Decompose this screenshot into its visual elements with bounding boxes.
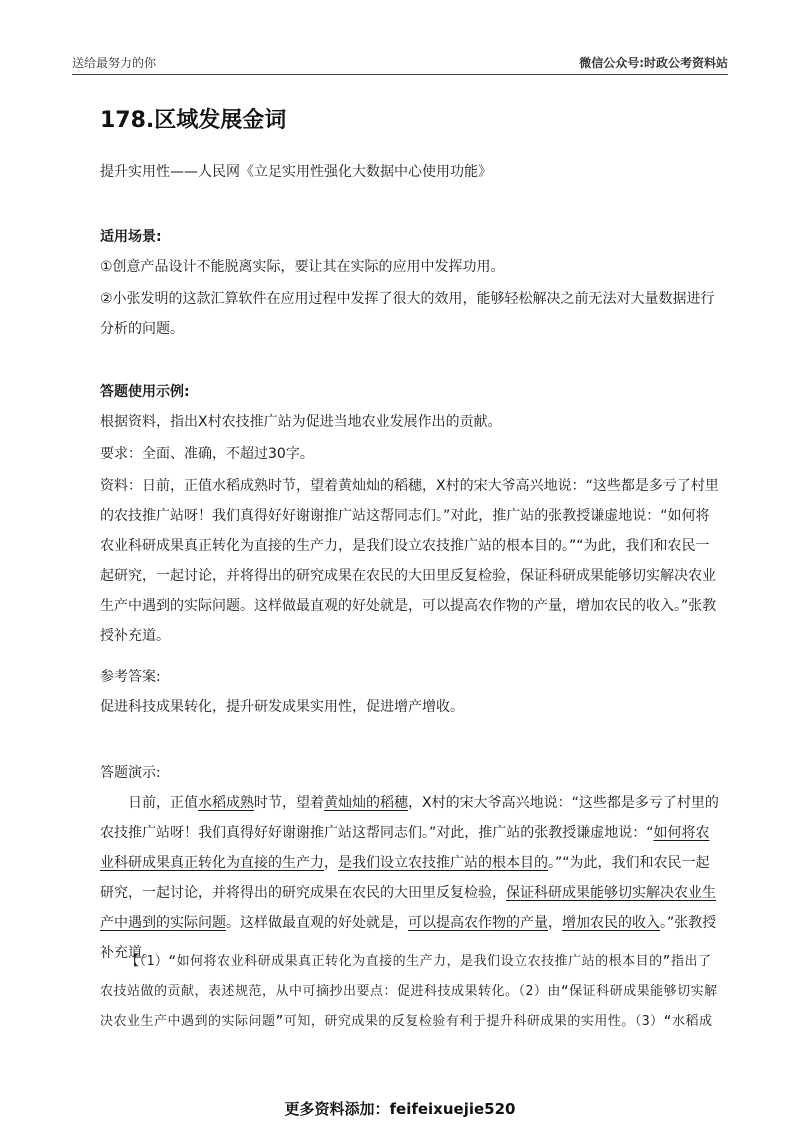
demo-text: 。这样做最直观的好处就是， — [226, 915, 408, 931]
header-slogan: 送给最努力的你 — [72, 56, 157, 70]
demo-text: 。”“为此，我们和农民一起研究，一起讨论，并将得出的研究成果在农民的大田里反复检验， — [100, 855, 710, 901]
demo-heading: 答题演示: — [100, 765, 161, 781]
demo-underline: 增加农民的收入 — [562, 915, 660, 931]
demo-text: 时节，望着 — [254, 795, 324, 811]
example-material: 资料：日前，正值水稻成熟时节，望着黄灿灿的稻穗，X村的宋大爷高兴地说：“这些都是多亏了村里的农技推广站呀！我们真得好好谢谢推广站这帮同志们。”对此，推广站的张教授谦虚地说：“如何将农业科研成果真正转化为直接的生产力，是我们设立农技推广站的根本目的。”“为此，我们和农民一起研究，一起讨论，并将得出的研究成果在农民的大田里反复检验，保证科研成果能够切实解决农业生产中遇到的实际问题。这样做最直观的好处就是，可以提高农作物的产量，增加农民的收入。”张教授补充道。 — [100, 478, 719, 644]
scenario-item-1: ①创意产品设计不能脱离实际，要让其在实际的应用中发挥功用。 — [100, 259, 505, 275]
demo-underline: 可以提高农作物的产量 — [408, 915, 548, 931]
example-question: 根据资料，指出X村农技推广站为促进当地农业发展作出的贡献。 — [100, 414, 502, 430]
demo-underline: 黄灿灿的稻穗 — [324, 795, 408, 811]
demo-text: 。”张教授补充道。 — [100, 915, 717, 961]
header-wechat: 微信公众号:时政公考资料站 — [579, 56, 728, 70]
demo-underline: 是我们设立农技推广站的根本目的 — [338, 855, 548, 871]
page-title: 178.区域发展金词 — [100, 108, 287, 133]
demo-underline: 水稻成熟 — [198, 795, 254, 811]
demo-text: ， — [548, 915, 562, 931]
demo-underline: 保证科研成果能够切实解决农业生产中遇到的实际问题 — [100, 885, 716, 931]
demo-paragraph — [100, 788, 720, 968]
answer-heading: 参考答案: — [100, 669, 161, 685]
scenario-item-2: ②小张发明的这款汇算软件在应用过程中发挥了很大的效用，能够轻松解决之前无法对大量数据进行分析的问题。 — [100, 291, 715, 337]
demo-text: 日前，正值 — [128, 795, 198, 811]
example-heading: 答题使用示例: — [100, 384, 190, 400]
demo-text: ，X村的宋大爷高兴地说：“这些都是多亏了村里的农技推广站呀！我们真得好好谢谢推广站这帮同志们。”对此，推广站的张教授谦虚地说：“ — [100, 795, 719, 841]
footer-contact: 更多资料添加：feifeixuejie520 — [284, 1100, 516, 1118]
answer-text: 促进科技成果转化，提升研发成果实用性，促进增产增收。 — [100, 699, 464, 715]
page-header — [72, 52, 728, 75]
demo-underline: 如何将农业科研成果真正转化为直接的生产力 — [100, 825, 710, 871]
demo-text: ， — [324, 855, 338, 871]
scenarios-heading: 适用场景: — [100, 229, 162, 245]
subtitle: 提升实用性——人民网《立足实用性强化大数据中心使用功能》 — [100, 164, 492, 180]
example-requirement: 要求：全面、准确，不超过30字。 — [100, 446, 314, 462]
analysis-text: 【（1）“如何将农业科研成果真正转化为直接的生产力，是我们设立农技推广站的根本目的”指出了农技站做的贡献，表述规范，从中可摘抄出要点：促进科技成果转化。（2）由“保证科研成果能够切实解决农业生产中遇到的实际问题”可知，研究成果的反复检验有利于提升科研成果的实用性。（3）“水稻成 — [100, 954, 718, 1029]
